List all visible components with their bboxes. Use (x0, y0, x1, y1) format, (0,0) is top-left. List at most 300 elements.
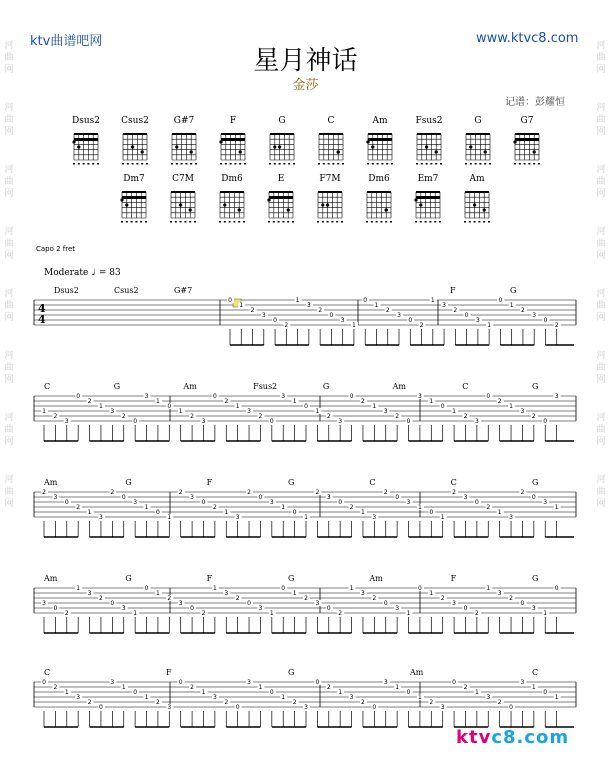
tab-fret-number: 0 (554, 585, 559, 592)
side-watermark-char: 网 (4, 499, 14, 509)
tab-chord-symbol: C (450, 478, 457, 487)
tab-fret-number: 3 (53, 494, 58, 501)
tab-fret-number: 3 (269, 499, 274, 506)
tab-fret-number: 3 (440, 704, 445, 711)
chord-grid-icon (316, 128, 346, 168)
tab-fret-number: 2 (53, 684, 58, 691)
tab-fret-number: 1 (417, 694, 422, 701)
chord-diagram (260, 116, 304, 168)
tab-fret-number: 0 (273, 317, 277, 324)
tab-fret-number: 3 (395, 605, 400, 612)
tab-fret-number: 1 (440, 514, 445, 521)
tab-fret-number: 1 (281, 694, 286, 701)
tab-fret-number: 3 (224, 590, 229, 597)
side-watermark-char: 曲 (4, 115, 14, 125)
tab-chord-symbol: G (532, 574, 539, 583)
tab-fret-number: 0 (133, 689, 138, 696)
tab-fret-number: 3 (110, 408, 115, 415)
site-name-left: ktv曲谱吧网 (30, 34, 103, 49)
tab-fret-number: 3 (304, 704, 308, 711)
tab-fret-number: 2 (463, 684, 468, 691)
tab-fret-number: 1 (417, 504, 422, 511)
tab-fret-number: 2 (284, 322, 289, 329)
tab-chord-symbol: F (206, 574, 213, 583)
tab-fret-number: 0 (474, 499, 479, 506)
tab-fret-number: 3 (64, 418, 69, 425)
tab-fret-number: 3 (383, 679, 388, 686)
tab-fret-number: 2 (385, 307, 390, 314)
tab-fret-number: 1 (76, 585, 81, 592)
tab-fret-number: 1 (269, 610, 274, 617)
tab-fret-number: 3 (99, 514, 103, 521)
tab-fret-number: 1 (554, 504, 559, 511)
side-watermark-char: 河 (596, 165, 606, 175)
chord-grid-icon (463, 128, 493, 168)
tab-chord-symbol: C (44, 668, 51, 677)
tab-fret-number: 0 (167, 403, 172, 410)
tab-fret-number: 2 (250, 307, 255, 314)
tab-system-3 (30, 478, 578, 558)
side-watermark-char: 曲 (596, 363, 606, 373)
tab-fret-number: 1 (352, 322, 356, 329)
chord-grid-icon (169, 128, 199, 168)
side-watermark-char: 河 (4, 289, 14, 299)
tab-fret-number: 0 (326, 605, 331, 612)
tab-fret-number: 2 (190, 684, 195, 691)
tab-fret-number: 2 (178, 489, 183, 496)
side-watermark-char: 网 (4, 127, 14, 137)
tab-fret-number: 0 (543, 317, 548, 324)
side-watermark-char: 河 (596, 41, 606, 51)
tab-fret-number: 1 (224, 509, 229, 516)
tab-fret-number: 2 (318, 307, 323, 314)
tab-fret-number: 2 (419, 322, 424, 329)
side-watermark-right (594, 40, 608, 536)
tab-fret-number: 1 (361, 509, 365, 516)
capo-instruction: Capo 2 fret (36, 245, 76, 253)
tab-fret-number: 3 (361, 590, 365, 597)
tab-fret-number: 3 (349, 694, 354, 701)
tab-fret-number: 2 (190, 413, 195, 420)
tab-staff (30, 382, 578, 462)
tab-chord-symbol: Csus2 (114, 286, 139, 295)
tab-fret-number: 0 (463, 605, 468, 612)
chord-grid-icon (364, 186, 394, 226)
chord-grid-icon (365, 128, 395, 168)
tab-fret-number: 3 (42, 600, 46, 607)
tab-fret-number: 3 (397, 312, 401, 319)
tab-fret-number: 2 (361, 699, 365, 706)
side-watermark-char: 网 (596, 437, 606, 447)
tab-fret-number: 2 (155, 699, 160, 706)
side-watermark-char: 网 (596, 251, 606, 261)
chord-diagram (357, 174, 401, 226)
tab-fret-number: 2 (167, 595, 172, 602)
tab-fret-number: 0 (269, 689, 274, 696)
chord-diagram-label: Am (469, 174, 485, 184)
chord-grid-icon (267, 128, 297, 168)
chord-grid-icon (217, 186, 247, 226)
tab-fret-number: 1 (292, 590, 297, 597)
tab-fret-number: 2 (509, 595, 513, 602)
tab-fret-number: 2 (372, 595, 377, 602)
side-watermark-char: 河 (596, 475, 606, 485)
tab-fret-number: 0 (498, 297, 503, 304)
chord-grid-icon (120, 128, 150, 168)
tab-fret-number: 0 (315, 679, 320, 686)
side-watermark-char: 曲 (4, 239, 14, 249)
tab-chord-symbol: G (288, 574, 295, 583)
side-watermark-char: 曲 (596, 487, 606, 497)
tab-fret-number: 1 (486, 585, 491, 592)
side-watermark-char: 曲 (596, 115, 606, 125)
tab-fret-number: 1 (121, 684, 126, 691)
tab-fret-number: 1 (304, 514, 308, 521)
tab-fret-number: 2 (224, 699, 229, 706)
tab-fret-number: 2 (452, 489, 457, 496)
tab-fret-number: 2 (486, 504, 491, 511)
tab-fret-number: 1 (429, 590, 434, 597)
tab-fret-number: 0 (281, 585, 286, 592)
chord-diagram-label: G#7 (173, 116, 195, 126)
tab-fret-number: 3 (306, 302, 311, 309)
side-watermark-char: 网 (596, 375, 606, 385)
side-watermark-char: 河 (4, 227, 14, 237)
tab-fret-number: 2 (531, 413, 536, 420)
tab-fret-number: 3 (474, 418, 479, 425)
tab-fret-number: 0 (440, 403, 445, 410)
side-watermark-char: 曲 (4, 363, 14, 373)
tempo-label: Moderate (44, 268, 89, 278)
tab-fret-number: 2 (201, 610, 206, 617)
tab-fret-number: 3 (417, 393, 422, 400)
tab-fret-number: 0 (406, 689, 411, 696)
tab-fret-number: 2 (87, 398, 92, 405)
chord-diagram (358, 116, 402, 168)
tab-fret-number: 0 (228, 297, 232, 304)
side-watermark-char: 网 (596, 499, 606, 509)
side-watermark-char: 网 (4, 375, 14, 385)
side-watermark-left (2, 40, 16, 536)
tab-fret-number: 3 (110, 679, 115, 686)
tab-fret-number: 0 (247, 600, 251, 607)
chord-diagram (308, 174, 352, 226)
tab-fret-number: 1 (315, 408, 320, 415)
tab-fret-number: 3 (190, 494, 195, 501)
tab-staff (30, 478, 578, 558)
tab-fret-number: 0 (372, 704, 377, 711)
tab-fret-number: 3 (167, 704, 172, 711)
side-watermark-char: 曲 (596, 301, 606, 311)
chord-diagram (112, 174, 156, 226)
chord-diagram-label: Am (372, 116, 388, 126)
tab-fret-number: 2 (554, 322, 559, 329)
tab-fret-number: 2 (42, 489, 46, 496)
tab-chord-symbol: Am (410, 668, 424, 677)
chord-diagram (505, 116, 549, 168)
tab-fret-number: 2 (235, 595, 240, 602)
tab-fret-number: 0 (417, 585, 422, 592)
chord-grid-icon (512, 128, 542, 168)
tab-fret-number: 3 (281, 393, 286, 400)
transcriber-credit: 记谱：彭耀恒 (505, 97, 565, 108)
side-watermark-char: 曲 (4, 487, 14, 497)
song-artist: 金莎 (292, 78, 319, 93)
tab-fret-number: 3 (554, 393, 559, 400)
side-watermark-char: 网 (596, 65, 606, 75)
tab-staff (30, 286, 578, 366)
tab-fret-number: 2 (521, 307, 525, 314)
chord-diagram (259, 174, 303, 226)
tab-fret-number: 1 (395, 684, 400, 691)
tab-chord-symbol: Fsus2 (253, 382, 278, 391)
side-watermark-char: 河 (4, 41, 14, 51)
tab-fret-number: 1 (430, 297, 435, 304)
tab-fret-number: 3 (475, 317, 480, 324)
tab-fret-number: 0 (144, 585, 149, 592)
tab-chord-symbol: F (450, 574, 457, 583)
tab-fret-number: 1 (281, 504, 286, 511)
tab-fret-number: 1 (64, 689, 69, 696)
tab-chord-symbol: Am (369, 574, 383, 583)
tab-fret-number: 2 (315, 489, 320, 496)
side-watermark-char: 河 (596, 103, 606, 113)
tab-system-2 (30, 382, 578, 462)
watermark-text-post: c8.com (491, 727, 570, 748)
tab-fret-number: 0 (201, 499, 206, 506)
tab-fret-number: 2 (110, 489, 115, 496)
tab-fret-number: 2 (361, 398, 365, 405)
tab-chord-symbol: Am (183, 382, 197, 391)
tab-fret-number: 3 (383, 408, 388, 415)
chord-diagram (407, 116, 451, 168)
side-watermark-char: 网 (4, 437, 14, 447)
tab-chord-symbol: G (113, 382, 121, 391)
tab-fret-number: 0 (64, 499, 69, 506)
tab-fret-number: 3 (509, 514, 513, 521)
tab-fret-number: 3 (338, 418, 343, 425)
chord-diagram-label: Fsus2 (415, 116, 443, 126)
side-watermark-char: 河 (4, 103, 14, 113)
tab-chord-symbol: C (532, 668, 539, 677)
tab-chord-symbol: F (166, 668, 172, 677)
tab-fret-number: 3 (178, 600, 183, 607)
chord-diagram (456, 116, 500, 168)
tab-chord-symbol: G (288, 478, 295, 487)
tab-fret-number: 2 (326, 684, 331, 691)
tab-fret-number: 2 (338, 610, 343, 617)
tab-system-1 (30, 286, 578, 366)
tab-fret-number: 2 (212, 504, 217, 511)
chord-grid-icon (119, 186, 149, 226)
tab-fret-number: 1 (543, 610, 548, 617)
tab-fret-number: 1 (374, 302, 379, 309)
tab-fret-number: 0 (408, 317, 413, 324)
tab-fret-number: 0 (212, 393, 217, 400)
tab-fret-number: 3 (87, 590, 92, 597)
chord-diagram-label: Dm7 (123, 174, 145, 184)
tab-fret-number: 0 (53, 605, 58, 612)
side-watermark-char: 曲 (596, 239, 606, 249)
tab-fret-number: 2 (99, 595, 103, 602)
tab-fret-number: 0 (178, 679, 183, 686)
tab-fret-number: 0 (406, 418, 411, 425)
tab-fret-number: 2 (395, 413, 400, 420)
tab-fret-number: 0 (464, 312, 469, 319)
chord-grid-icon (315, 186, 345, 226)
tab-fret-number: 3 (372, 514, 377, 521)
chord-grid-icon (168, 186, 198, 226)
tab-fret-number: 0 (235, 704, 240, 711)
tab-fret-number: 0 (42, 679, 46, 686)
chord-grid-icon (414, 128, 444, 168)
chord-diagram (211, 116, 255, 168)
chord-grid-icon (462, 186, 492, 226)
tab-fret-number: 3 (247, 679, 251, 686)
side-watermark-char: 河 (4, 475, 14, 485)
chord-diagram-label: C7M (172, 174, 194, 184)
tab-fret-number: 3 (315, 600, 320, 607)
tab-fret-number: 3 (520, 679, 525, 686)
side-watermark-char: 曲 (596, 53, 606, 63)
tab-fret-number: 1 (155, 590, 160, 597)
tab-fret-number: 0 (76, 393, 81, 400)
tab-fret-number: 0 (520, 600, 525, 607)
watermark-text-pre: ktv (456, 727, 492, 748)
chord-diagram (455, 174, 499, 226)
tab-fret-number: 1 (452, 408, 457, 415)
chord-grid-icon (413, 186, 443, 226)
tab-fret-number: 1 (497, 509, 502, 516)
tab-chord-symbol: C (462, 382, 469, 391)
tab-fret-number: 3 (442, 302, 446, 309)
tab-fret-number: 3 (247, 408, 251, 415)
chord-diagram (161, 174, 205, 226)
side-watermark-char: 河 (596, 289, 606, 299)
side-watermark-char: 曲 (596, 425, 606, 435)
tab-fret-number: 0 (531, 494, 536, 501)
side-watermark-char: 网 (4, 189, 14, 199)
site-url-right[interactable]: www.ktvc8.com (476, 31, 579, 46)
tab-chord-symbol: G (322, 382, 330, 391)
tab-chord-symbol: G (532, 478, 539, 487)
tab-fret-number: 0 (429, 509, 434, 516)
tab-fret-number: 2 (292, 699, 297, 706)
side-watermark-char: 河 (4, 413, 14, 423)
tab-fret-number: 1 (531, 684, 536, 691)
tab-fret-number: 3 (76, 694, 81, 701)
tab-fret-number: 3 (543, 499, 548, 506)
tab-fret-number: 1 (406, 610, 411, 617)
tab-fret-number: 0 (292, 509, 297, 516)
side-watermark-char: 网 (4, 65, 14, 75)
side-watermark-char: 河 (596, 351, 606, 361)
tab-fret-number: 1 (87, 509, 92, 516)
tab-chord-symbol: G#7 (174, 286, 193, 295)
side-watermark-char: 曲 (4, 53, 14, 63)
side-watermark-char: 曲 (596, 177, 606, 187)
tab-chord-symbol: G (288, 668, 295, 677)
tab-chord-symbol: C (44, 382, 51, 391)
tab-fret-number: 1 (509, 302, 514, 309)
tab-fret-number: 1 (372, 403, 377, 410)
tab-fret-number: 1 (167, 514, 172, 521)
tab-chord-symbol: Am (44, 574, 58, 583)
tab-fret-number: 3 (406, 499, 411, 506)
tab-chord-symbol: C (369, 478, 376, 487)
tab-fret-number: 1 (338, 689, 343, 696)
chord-diagram-label: F7M (319, 174, 341, 184)
tab-fret-number: 3 (261, 312, 266, 319)
side-watermark-char: 曲 (4, 301, 14, 311)
tab-fret-number: 3 (212, 694, 217, 701)
chord-diagram-label: Csus2 (121, 116, 149, 126)
tab-fret-number: 2 (453, 307, 458, 314)
tab-fret-number: 1 (292, 398, 297, 405)
tab-fret-number: 2 (326, 413, 331, 420)
chord-diagram-row-2 (112, 174, 502, 234)
tab-fret-number: 1 (178, 408, 183, 415)
tab-fret-number: 3 (463, 494, 468, 501)
tab-fret-number: 0 (329, 312, 334, 319)
tab-fret-number: 1 (144, 504, 149, 511)
tab-fret-number: 0 (543, 418, 548, 425)
time-signature-top: 4 (38, 302, 46, 315)
chord-diagram-label: F (229, 116, 237, 126)
tab-system-4 (30, 574, 578, 654)
tab-fret-number: 0 (121, 494, 126, 501)
chord-grid-icon (71, 128, 101, 168)
chord-diagram (210, 174, 254, 226)
tab-fret-number: 2 (121, 413, 126, 420)
tab-fret-number: 3 (532, 312, 537, 319)
tab-fret-number: 2 (440, 595, 445, 602)
tab-fret-number: 1 (133, 610, 138, 617)
chord-diagram-label: Dm6 (368, 174, 390, 184)
tab-fret-number: 2 (87, 699, 92, 706)
chord-diagram (406, 174, 450, 226)
chord-grid-icon (266, 186, 296, 226)
tab-fret-number: 2 (497, 699, 502, 706)
tab-fret-number: 0 (110, 600, 115, 607)
tab-chord-symbol: G (125, 478, 132, 487)
chord-grid-icon (218, 128, 248, 168)
tab-fret-number: 3 (452, 600, 457, 607)
tab-chord-symbol: Am (44, 478, 58, 487)
tab-fret-number: 0 (543, 689, 548, 696)
tab-fret-number: 0 (349, 393, 354, 400)
tab-chord-symbol: Dsus2 (54, 286, 79, 295)
side-watermark-char: 曲 (4, 425, 14, 435)
tab-fret-number: 2 (497, 398, 502, 405)
tab-fret-number: 1 (295, 297, 300, 304)
tab-fret-number: 3 (201, 418, 206, 425)
side-watermark-char: 网 (596, 313, 606, 323)
tab-fret-number: 2 (474, 610, 479, 617)
tab-fret-number: 0 (363, 297, 368, 304)
tab-fret-number: 1 (212, 585, 217, 592)
tab-fret-number: 0 (509, 704, 513, 711)
tab-fret-number: 2 (258, 413, 263, 420)
tab-fret-number: 3 (133, 499, 138, 506)
side-watermark-char: 河 (596, 413, 606, 423)
tab-fret-number: 1 (429, 398, 434, 405)
tempo-value: = 83 (98, 268, 121, 278)
chord-diagram (113, 116, 157, 168)
tab-staff (30, 574, 578, 654)
tab-fret-number: 3 (497, 590, 502, 597)
tab-fret-number: 1 (474, 689, 479, 696)
